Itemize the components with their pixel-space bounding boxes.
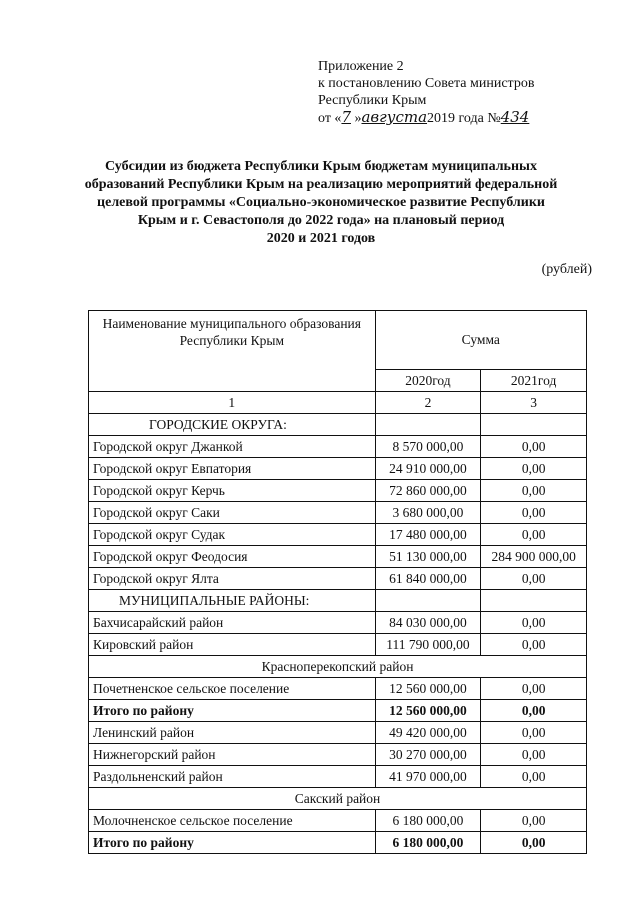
district-row [89,656,587,678]
amount-2020: 24 910 000,00 [375,458,481,480]
units-label: (рублей) [541,262,592,277]
amount-2021: 0,00 [481,480,587,502]
table-row [89,634,587,656]
date-day: 7 [341,108,351,126]
empty-cell [375,590,481,612]
municipality-name: Нижнегорский район [89,744,376,766]
amount-2021: 0,00 [481,568,587,590]
table-row [89,766,587,788]
header-sum-cell: Сумма [375,311,586,370]
table-row [89,546,587,568]
district-name: Красноперекопский район [89,656,587,678]
appendix-header [318,58,534,127]
table-row [89,436,587,458]
appendix-republic-line: Республики Крым [318,93,427,108]
municipality-name: Городской округ Саки [89,502,376,524]
amount-2020: 8 570 000,00 [375,436,481,458]
amount-2020: 6 180 000,00 [375,832,481,854]
header-name-cell: Наименование муниципального образования Республики Крым [89,311,376,392]
appendix-title: Приложение 2 [318,59,404,74]
municipality-name: Раздольненский район [89,766,376,788]
header-row [89,311,587,370]
amount-2020: 12 560 000,00 [375,678,481,700]
amount-2020: 72 860 000,00 [375,480,481,502]
appendix-resolution-line: к постановлению Совета министров [318,76,535,91]
amount-2021: 0,00 [481,766,587,788]
municipality-name: Городской округ Ялта [89,568,376,590]
amount-2021: 0,00 [481,458,587,480]
table-row [89,744,587,766]
column-number: 2 [375,392,481,414]
amount-2020: 12 560 000,00 [375,700,481,722]
amount-2020: 30 270 000,00 [375,744,481,766]
section-urban-label: ГОРОДСКИЕ ОКРУГА: [89,414,376,436]
section-row [89,414,587,436]
section-label: МУНИЦИПАЛЬНЫЕ РАЙОНЫ: [89,590,376,612]
document-number: 434 [500,108,530,126]
municipality-name: Ленинский район [89,722,376,744]
amount-2020: 41 970 000,00 [375,766,481,788]
municipality-name: Городской округ Керчь [89,480,376,502]
appendix-date-line: от «7 »августа2019 года №434 [318,108,530,126]
column-number: 3 [481,392,587,414]
amount-2021: 0,00 [481,744,587,766]
amount-2021: 0,00 [481,612,587,634]
municipality-name: Городской округ Судак [89,524,376,546]
amount-2020: 6 180 000,00 [375,810,481,832]
title-line: 2020 и 2021 годов [266,231,376,246]
table-row [89,568,587,590]
municipality-name: Городской округ Джанкой [89,436,376,458]
total-row [89,832,587,854]
amount-2021: 0,00 [481,700,587,722]
municipality-name: Кировский район [89,634,376,656]
district-name: Сакский район [89,788,587,810]
date-year: 2019 года № [427,111,501,126]
document-title [40,158,602,248]
table-row [89,810,587,832]
column-numbers-row [89,392,587,414]
title-line: целевой программы «Социально-экономическое развитие Республики [97,195,545,210]
header-year-2021: 2021год [481,370,587,392]
total-row [89,700,587,722]
municipality-name: Молочненское сельское поселение [89,810,376,832]
amount-2021: 0,00 [481,678,587,700]
amount-2020: 17 480 000,00 [375,524,481,546]
title-line: образований Республики Крым на реализацию мероприятий федеральной [84,177,558,192]
empty-cell [481,414,587,436]
header-year-2020: 2020год [375,370,481,392]
municipality-name: Итого по району [89,700,376,722]
table-row [89,524,587,546]
section-row [89,590,587,612]
amount-2021: 0,00 [481,810,587,832]
municipality-name: Бахчисарайский район [89,612,376,634]
empty-cell [481,590,587,612]
table-row [89,502,587,524]
amount-2021: 0,00 [481,634,587,656]
amount-2020: 61 840 000,00 [375,568,481,590]
amount-2020: 49 420 000,00 [375,722,481,744]
amount-2021: 0,00 [481,832,587,854]
amount-2021: 0,00 [481,524,587,546]
title-line: Субсидии из бюджета Республики Крым бюджетам муниципальных [105,159,537,174]
amount-2020: 111 790 000,00 [375,634,481,656]
amount-2021: 0,00 [481,436,587,458]
municipality-name: Городской округ Феодосия [89,546,376,568]
amount-2020: 84 030 000,00 [375,612,481,634]
table-row [89,612,587,634]
column-number: 1 [89,392,376,414]
amount-2021: 0,00 [481,502,587,524]
title-line: Крым и г. Севастополя до 2022 года» на плановый период [137,213,505,228]
date-month: августа [361,108,428,126]
subsidies-table [88,310,587,854]
table-row [89,480,587,502]
amount-2021: 284 900 000,00 [481,546,587,568]
amount-2021: 0,00 [481,722,587,744]
municipality-name: Городской округ Евпатория [89,458,376,480]
empty-cell [375,414,481,436]
district-row [89,788,587,810]
table-row [89,722,587,744]
municipality-name: Почетненское сельское поселение [89,678,376,700]
table-row [89,458,587,480]
date-prefix: от « [318,111,342,126]
municipality-name: Итого по району [89,832,376,854]
table-row [89,678,587,700]
amount-2020: 51 130 000,00 [375,546,481,568]
amount-2020: 3 680 000,00 [375,502,481,524]
